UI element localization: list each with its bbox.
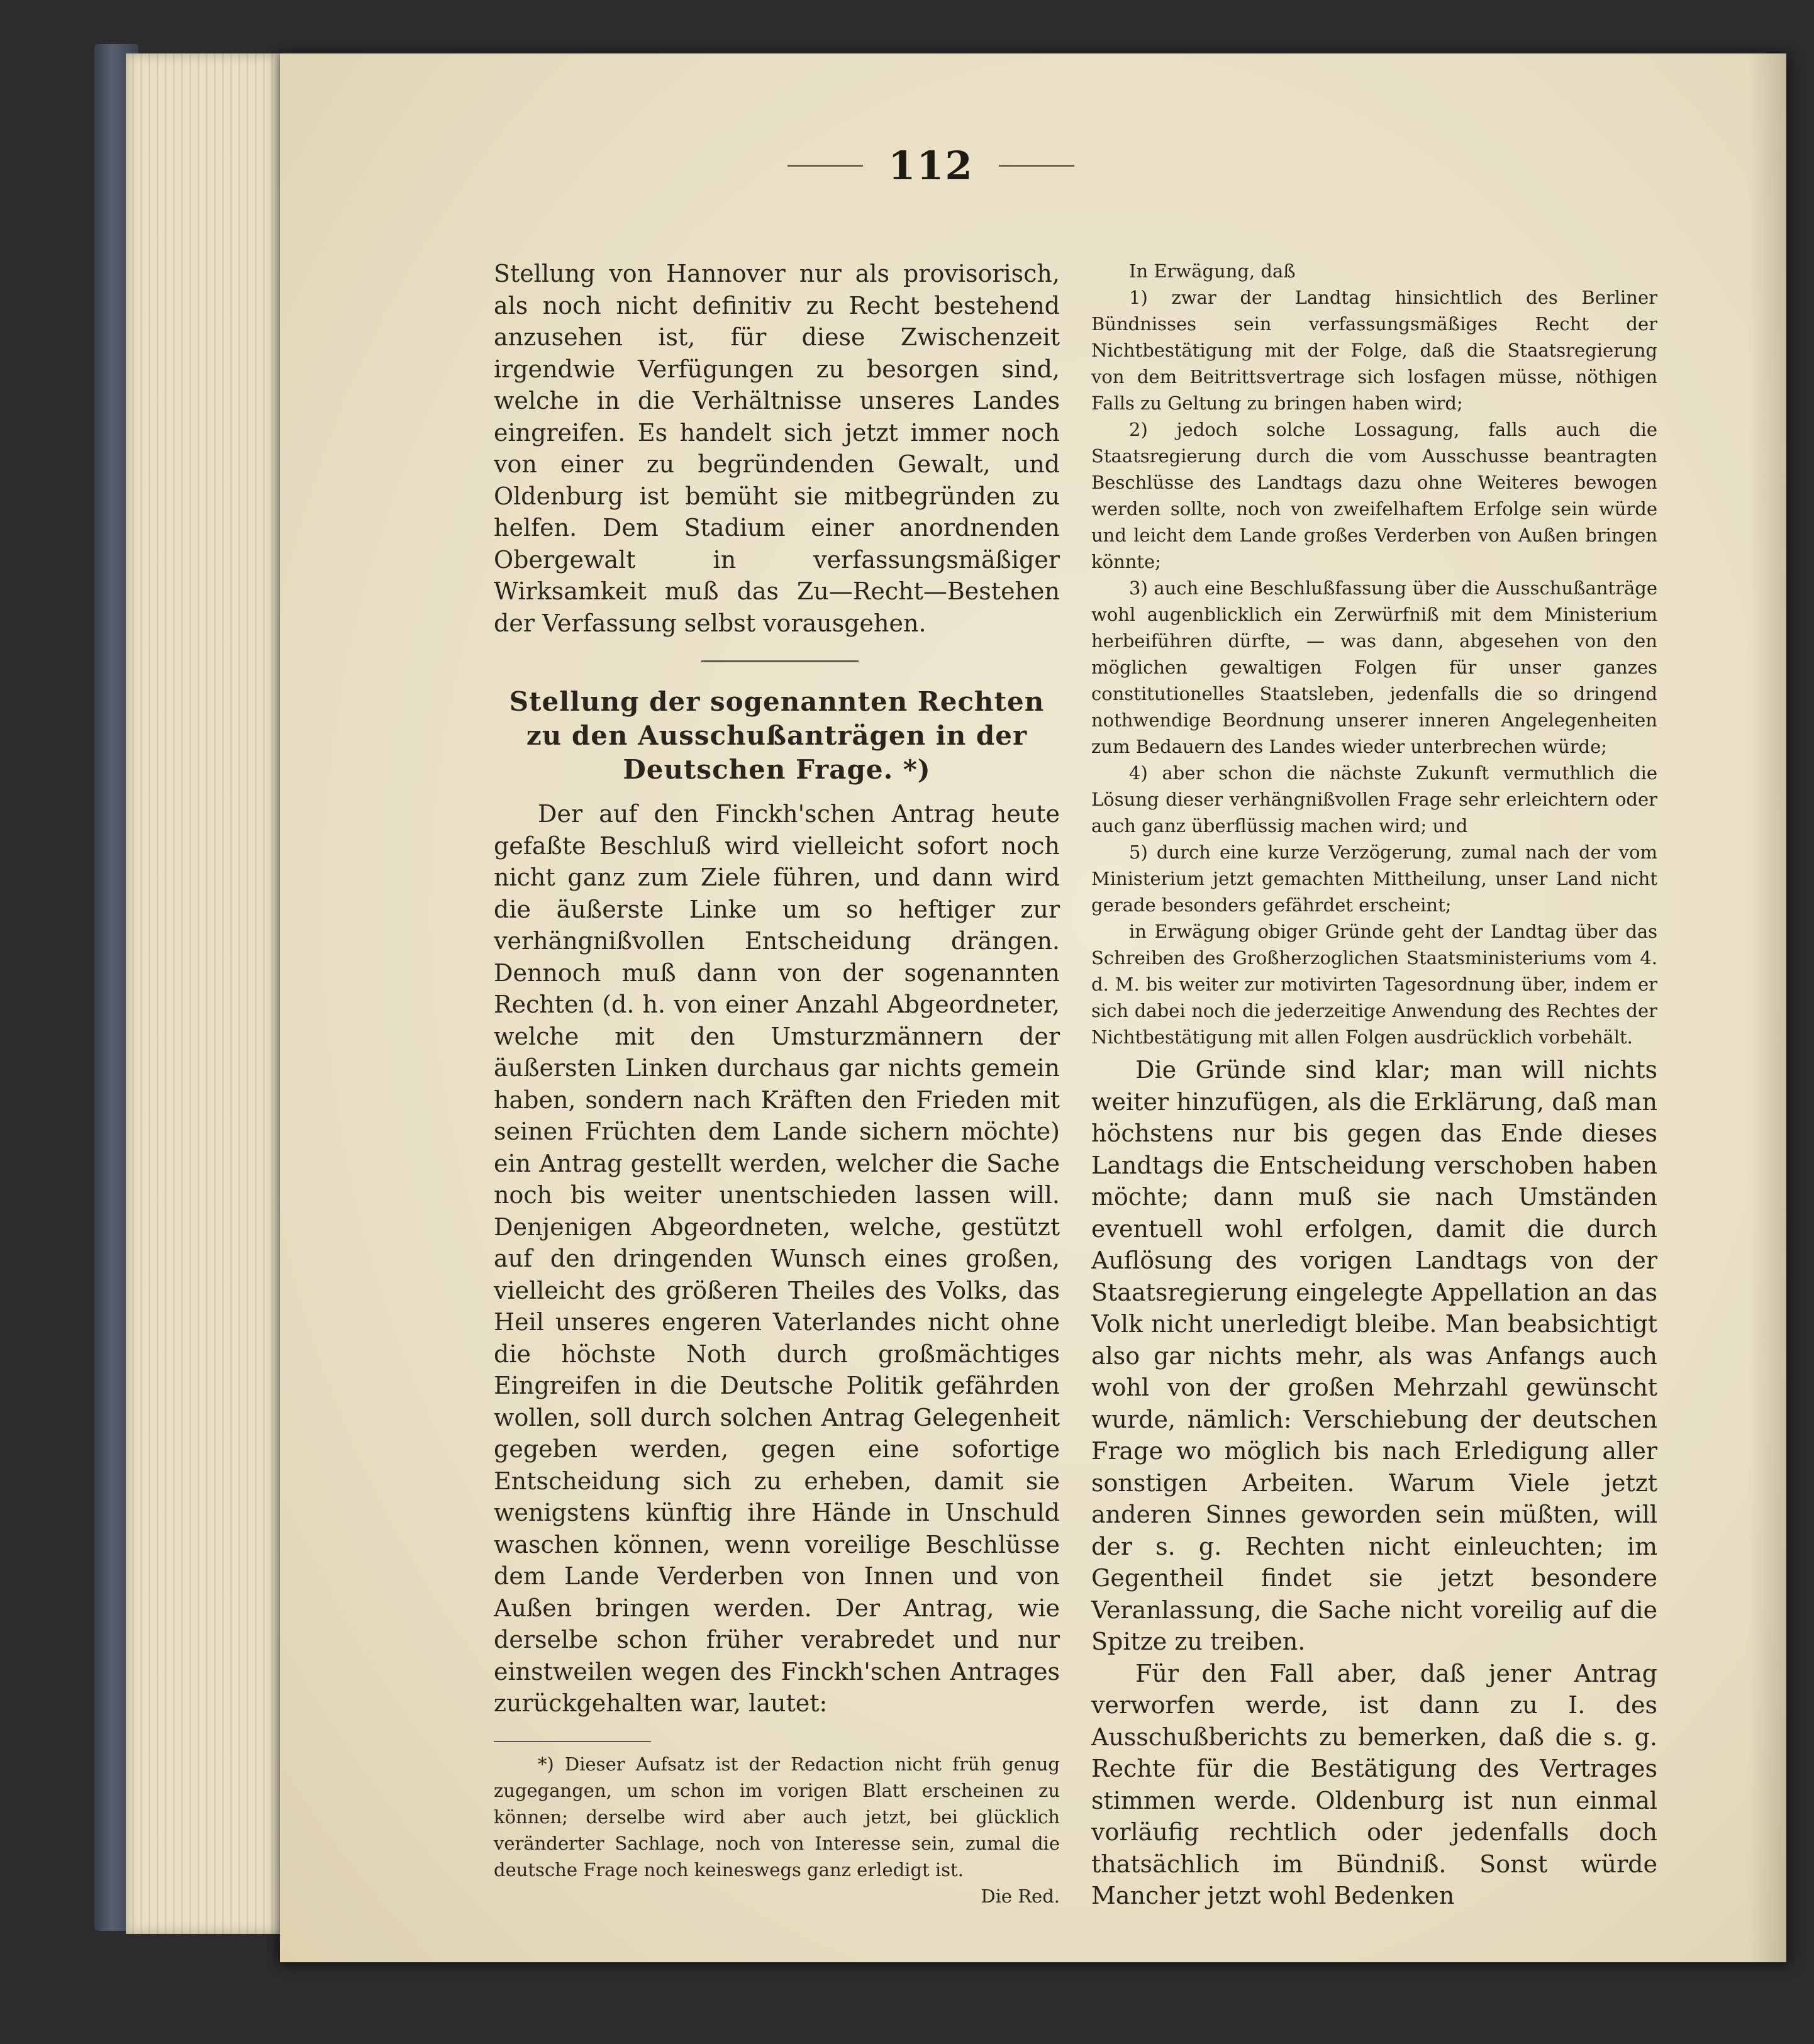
- header-rule-right: [999, 165, 1074, 167]
- left-paragraph-1: Stellung von Hannover nur als provisorisch, als noch nicht definitiv zu Recht bestehend anzusehen ist, für diese Zwischenzeit irgendwie Verfügungen zu besorgen sind, welche in die Verhältnisse unseres Landes eingreifen. Es handelt sich jetzt immer noch von einer zu begründenden Gewalt, und Oldenburg ist bemüht sie mitbegründen zu helfen. Dem Stadium einer anordnenden Obergewalt in verfassungsmäßiger Wirksamkeit muß das Zu—Recht—Bestehen der Verfassung selbst vorausgehen.: [494, 260, 1060, 637]
- motion-item-4: 4) aber schon die nächste Zukunft vermuthlich die Lösung dieser verhängnißvollen Frage sehr erleichtern oder auch ganz überflüssig machen wird; und: [1091, 762, 1657, 836]
- right-paragraph-4: Für den Fall aber, daß jener Antrag verworfen werde, ist dann zu I. des Ausschußberichts zu bemerken, daß die s. g. Rechte für die Bestätigung des Vertrages stimmen werde. Oldenburg ist nun einmal vorläufig rechtlich oder jedenfalls doch thatsächlich im Bündniß. Sonst würde Mancher jetzt wohl Bedenken: [1091, 1659, 1657, 1909]
- section-title: Stellung der sogenannten Rechten zu den Ausschußanträgen in der Deutschen Frage. *): [509, 686, 1045, 785]
- motion-item-1: 1) zwar der Landtag hinsichtlich des Berliner Bündnisses sein verfassungsmäßiges Recht der Nichtbestätigung mit der Folge, daß die Staatsregierung von dem Beitrittsvertrage sich losfagen müsse, nöthigen Falls zu Geltung zu bringen haben wird;: [1091, 287, 1657, 414]
- right-column: [1091, 258, 1657, 1912]
- section-divider: [701, 660, 859, 662]
- footnote: [494, 1751, 1060, 1909]
- page-header: [629, 137, 1233, 194]
- right-paragraph-3: Die Gründe sind klar; man will nichts weiter hinzufügen, als die Erklärung, daß man höchstens nur bis gegen das Ende dieses Landtags die Entscheidung verschoben haben möchte; dann muß sie nach Umständen eventuell wohl erfolgen, damit die durch Auflösung des vorigen Landtags von der Staatsregierung eingelegte Appellation an das Volk nicht unerledigt bleibe. Man beabsichtigt also gar nichts mehr, als was Anfangs auch wohl von der großen Mehrzahl gewünscht wurde, nämlich: Verschiebung der deutschen Frage wo möglich bis nach Erledigung aller sonstigen Arbeiten. Warum Viele jetzt anderen Sinnes geworden sein müßten, will der s. g. Rechten nicht einleuchten; im Gegentheil findet sie jetzt besondere Veranlassung, die Sache nicht voreilig auf die Spitze zu treiben.: [1091, 1056, 1657, 1655]
- page-edges: [126, 53, 289, 1934]
- motion-item-5: 5) durch eine kurze Verzögerung, zumal nach der vom Ministerium jetzt gemachten Mittheilung, unser Land nicht gerade besonders gefährdet erscheint;: [1091, 841, 1657, 916]
- motion-item-2: 2) jedoch solche Lossagung, falls auch die Staatsregierung durch die vom Ausschusse beantragten Beschlüsse des Landtags dazu ohne Weiteres bewogen werden sollte, noch von zweifelhaftem Erfolge sein würde und leicht dem Lande großes Verderben von Außen bringen könnte;: [1091, 419, 1657, 572]
- motion-intro: In Erwägung, daß: [1129, 260, 1296, 282]
- footnote-rule: [494, 1741, 651, 1742]
- footnote-signature: Die Red.: [981, 1885, 1060, 1907]
- page-number: 112: [888, 142, 974, 189]
- motion-item-3: 3) auch eine Beschlußfassung über die Ausschußanträge wohl augenblicklich ein Zerwürfniß mit dem Ministerium herbeiführen dürfte, — was dann, abgesehen von den möglichen gewaltigen Folgen für unser ganzes constitutionelles Staatsleben, jedenfalls die so dringend nothwendige Beordnung unserer inneren Angelegenheiten zum Bedauern des Landes wieder unterbrechen würde;: [1091, 577, 1657, 757]
- left-paragraph-2: Der auf den Finckh'schen Antrag heute gefaßte Beschluß wird vielleicht sofort noch nicht ganz zum Ziele führen, und dann wird die äußerste Linke um so heftiger zur verhängnißvollen Entscheidung drängen. Dennoch muß dann von der sogenannten Rechten (d. h. von einer Anzahl Abgeordneter, welche mit den Umsturzmännern der äußersten Linken durchaus gar nichts gemein haben, sondern nach Kräften den Frieden mit seinen Früchten dem Lande sichern möchte) ein Antrag gestellt werden, welcher die Sache noch bis weiter unentschieden lassen will. Denjenigen Abgeordneten, welche, gestützt auf den dringenden Wunsch eines großen, vielleicht des größeren Theiles des Volks, das Heil unseres engeren Vaterlandes nicht ohne die höchste Noth durch großmächtiges Eingreifen in die Deutsche Politik gefährden wollen, soll durch solchen Antrag Gelegenheit gegeben werden, gegen eine sofortige Entscheidung sich zu erheben, damit sie wenigstens künftig ihre Hände in Unschuld waschen können, wenn voreilige Beschlüsse dem Lande Verderben von Innen und von Außen bringen werden. Der Antrag, wie derselbe schon früher verabredet und nur einstweilen wegen des Finckh'schen Antrages zurückgehalten war, lautet:: [494, 800, 1060, 1717]
- footnote-text: *) Dieser Aufsatz ist der Redaction nicht früh genug zugegangen, um schon im vorigen Blatt erscheinen zu können; derselbe wird aber auch jetzt, bei glücklich veränderter Sachlage, noch von Interesse sein, zumal die deutsche Frage noch keineswegs ganz erledigt ist.: [494, 1753, 1060, 1880]
- header-rule-left: [787, 165, 863, 167]
- motion-resolution: in Erwägung obiger Gründe geht der Landtag über das Schreiben des Großherzoglichen Staatsministeriums vom 4. d. M. bis weiter zur motivirten Tagesordnung über, indem er sich dabei noch die jederzeitige Anwendung des Rechtes der Nichtbestätigung mit allen Folgen ausdrücklich vorbehält.: [1091, 921, 1657, 1048]
- left-column: [494, 258, 1060, 1909]
